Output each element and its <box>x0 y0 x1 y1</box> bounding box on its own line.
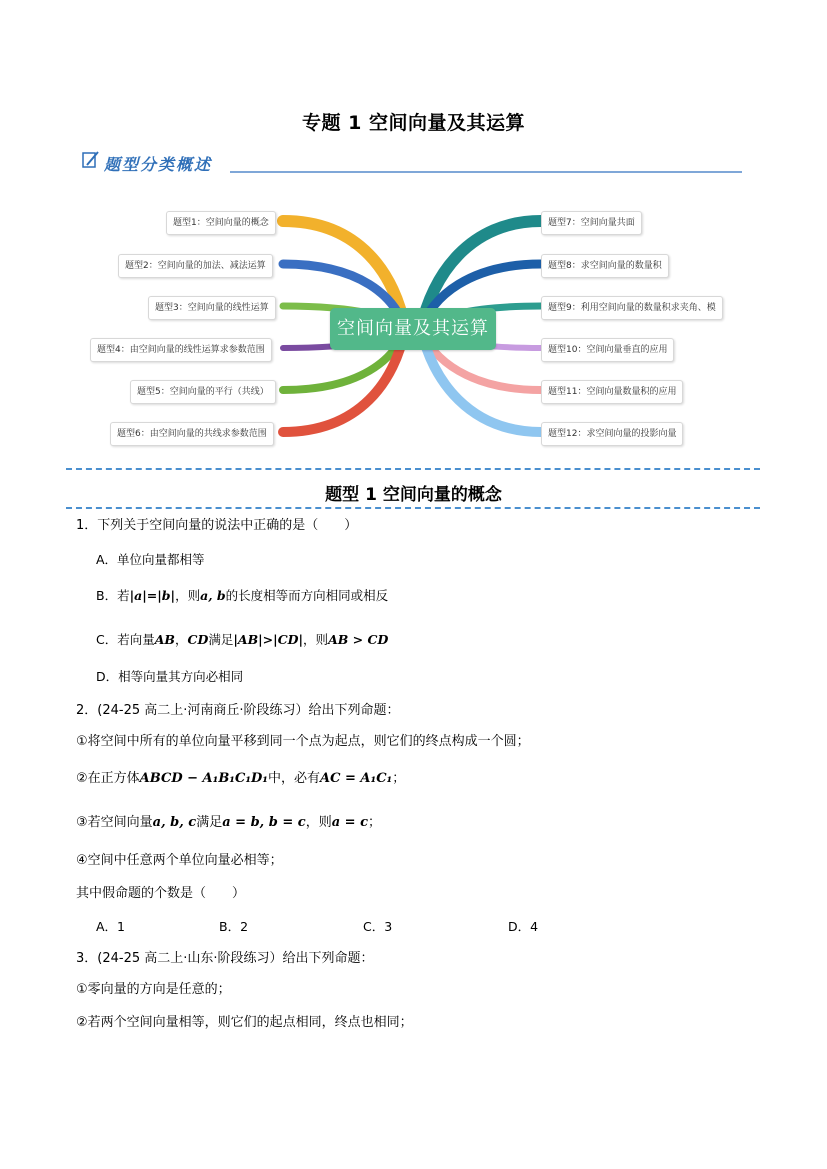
mindmap-node-3: 题型3：空间向量的线性运算 <box>148 296 276 320</box>
section-title: 题型 1 空间向量的概念 <box>325 485 502 505</box>
mindmap-node-5: 题型5：空间向量的平行（共线） <box>130 380 276 404</box>
question-1-option-d: D．相等向量其方向必相同 <box>96 669 244 684</box>
question-2-option-a: A．1 <box>96 919 126 934</box>
divider-line <box>230 171 742 173</box>
question-2-option-b: B．2 <box>219 919 249 934</box>
mindmap-node-9: 题型9：利用空间向量的数量积求夹角、模 <box>541 296 723 320</box>
question-2-ask: 其中假命题的个数是（ ） <box>76 886 246 901</box>
question-1-option-a: A．单位向量都相等 <box>96 552 205 567</box>
page-title: 专题 1 空间向量及其运算 <box>302 112 525 134</box>
question-3-stem: 3．(24-25 高二上·山东·阶段练习）给出下列命题： <box>76 951 374 966</box>
question-2-proposition-3: ③若空间向量a, b, c满足a = b, b = c，则a = c； <box>76 815 382 830</box>
question-2-proposition-4: ④空间中任意两个单位向量必相等； <box>76 853 283 868</box>
mindmap-node-12: 题型12：求空间向量的投影向量 <box>541 422 683 446</box>
mindmap-node-4: 题型4：由空间向量的线性运算求参数范围 <box>90 338 272 362</box>
mindmap-node-7: 题型7：空间向量共面 <box>541 211 642 235</box>
question-3-proposition-1: ①零向量的方向是任意的； <box>76 982 231 997</box>
question-2-proposition-1: ①将空间中所有的单位向量平移到同一个点为起点，则它们的终点构成一个圆； <box>76 734 530 749</box>
mindmap-center: 空间向量及其运算 <box>330 308 496 350</box>
question-1-stem: 1．下列关于空间向量的说法中正确的是（ ） <box>76 518 358 533</box>
mindmap-node-2: 题型2：空间向量的加法、减法运算 <box>118 254 273 278</box>
question-1-option-b: B．若|a|=|b|，则a, b的长度相等而方向相同或相反 <box>96 588 389 603</box>
question-2-proposition-2: ②在正方体ABCD − A₁B₁C₁D₁中，必有AC = A₁C₁； <box>76 771 406 786</box>
question-2-stem: 2．(24-25 高二上·河南商丘·阶段练习）给出下列命题： <box>76 703 400 718</box>
mindmap-node-10: 题型10：空间向量垂直的应用 <box>541 338 674 362</box>
mindmap-node-8: 题型8：求空间向量的数量积 <box>541 254 669 278</box>
question-1-option-c: C．若向量AB，CD满足|AB|>|CD|，则AB > CD <box>96 632 389 647</box>
overview-label: 题型分类概述 <box>104 155 213 174</box>
mindmap-node-11: 题型11：空间向量数量积的应用 <box>541 380 683 404</box>
mindmap-node-6: 题型6：由空间向量的共线求参数范围 <box>110 422 274 446</box>
section-divider-bottom <box>66 507 760 509</box>
mindmap-node-1: 题型1：空间向量的概念 <box>166 211 276 235</box>
question-2-option-c: C．3 <box>363 919 393 934</box>
pencil-icon <box>82 150 100 170</box>
question-2-option-d: D．4 <box>508 919 539 934</box>
section-divider-top <box>66 468 760 470</box>
question-3-proposition-2: ②若两个空间向量相等，则它们的起点相同，终点也相同； <box>76 1015 413 1030</box>
